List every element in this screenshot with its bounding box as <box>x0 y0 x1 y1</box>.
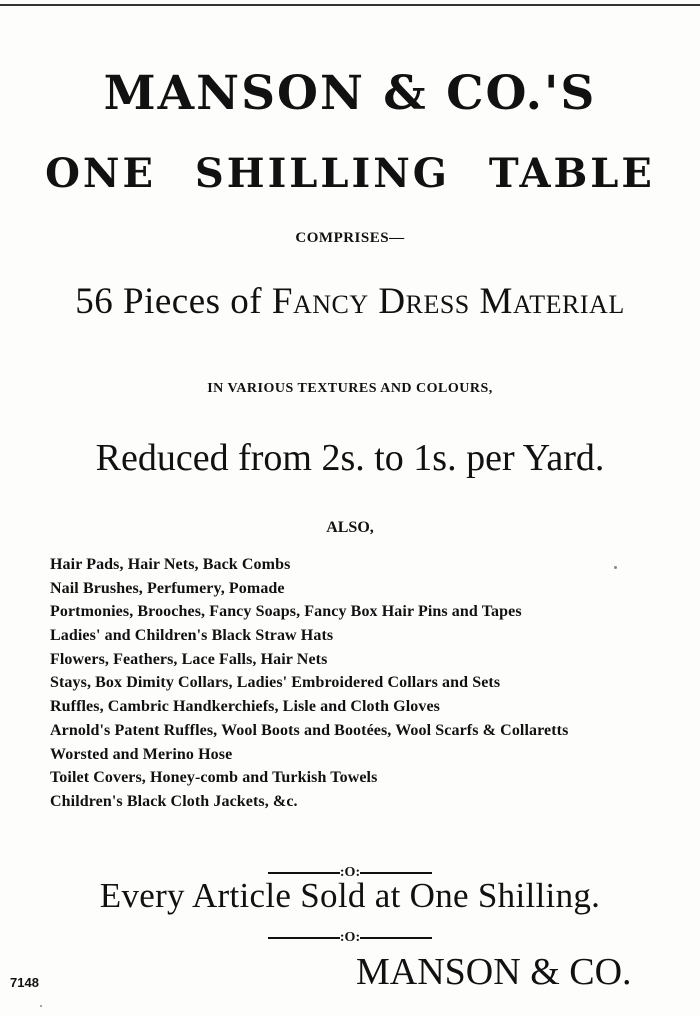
textures-line: IN VARIOUS TEXTURES AND COLOURS, <box>207 381 493 396</box>
pieces-headline <box>0 280 700 323</box>
pieces-material: Fancy Dress Material <box>271 281 625 322</box>
list-item: Worsted and Merino Hose <box>50 745 233 763</box>
top-rule <box>0 4 700 6</box>
list-item: Children's Black Cloth Jackets, &c. <box>50 792 298 810</box>
footer-signature: MANSON & CO. <box>356 951 632 993</box>
item-list <box>50 553 698 814</box>
print-speck <box>40 1005 42 1007</box>
divider-dash-left <box>268 872 340 874</box>
list-item: Ladies' and Children's Black Straw Hats <box>50 627 334 645</box>
every-article-headline: Every Article Sold at One Shilling. <box>99 876 601 915</box>
advert-title-line-1: MANSON & CO.'S <box>103 66 597 121</box>
divider-dash-left <box>268 937 340 939</box>
list-item: Arnold's Patent Ruffles, Wool Boots and Bootées, Wool Scarfs & Collaretts <box>50 721 569 739</box>
list-item: Hair Pads, Hair Nets, Back Combs <box>50 556 291 573</box>
divider-mark: :O: <box>339 930 361 945</box>
list-item: Nail Brushes, Perfumery, Pomade <box>50 579 285 597</box>
pieces-lead: 56 Pieces of <box>75 281 263 322</box>
divider-dash-right <box>360 937 432 939</box>
reduced-price-headline: Reduced from 2s. to 1s. per Yard. <box>95 437 605 479</box>
divider-mark: :O: <box>339 865 361 880</box>
list-item: Stays, Box Dimity Collars, Ladies' Embroidered Collars and Sets <box>50 674 501 692</box>
list-item: Flowers, Feathers, Lace Falls, Hair Nets <box>50 650 328 668</box>
divider-bottom <box>0 931 700 945</box>
advert-reference-number: 7148 <box>10 975 39 990</box>
list-item: Toilet Covers, Honey-comb and Turkish Towels <box>50 769 378 787</box>
divider-dash-right <box>360 872 432 874</box>
comprises-label: COMPRISES— <box>295 230 405 246</box>
print-speck <box>614 566 617 569</box>
list-item: Portmonies, Brooches, Fancy Soaps, Fancy Box Hair Pins and Tapes <box>50 603 522 621</box>
list-item: Ruffles, Cambric Handkerchiefs, Lisle and Cloth Gloves <box>50 698 441 716</box>
advert-title-line-2: ONE SHILLING TABLE <box>45 150 655 197</box>
also-label: ALSO, <box>326 519 374 536</box>
